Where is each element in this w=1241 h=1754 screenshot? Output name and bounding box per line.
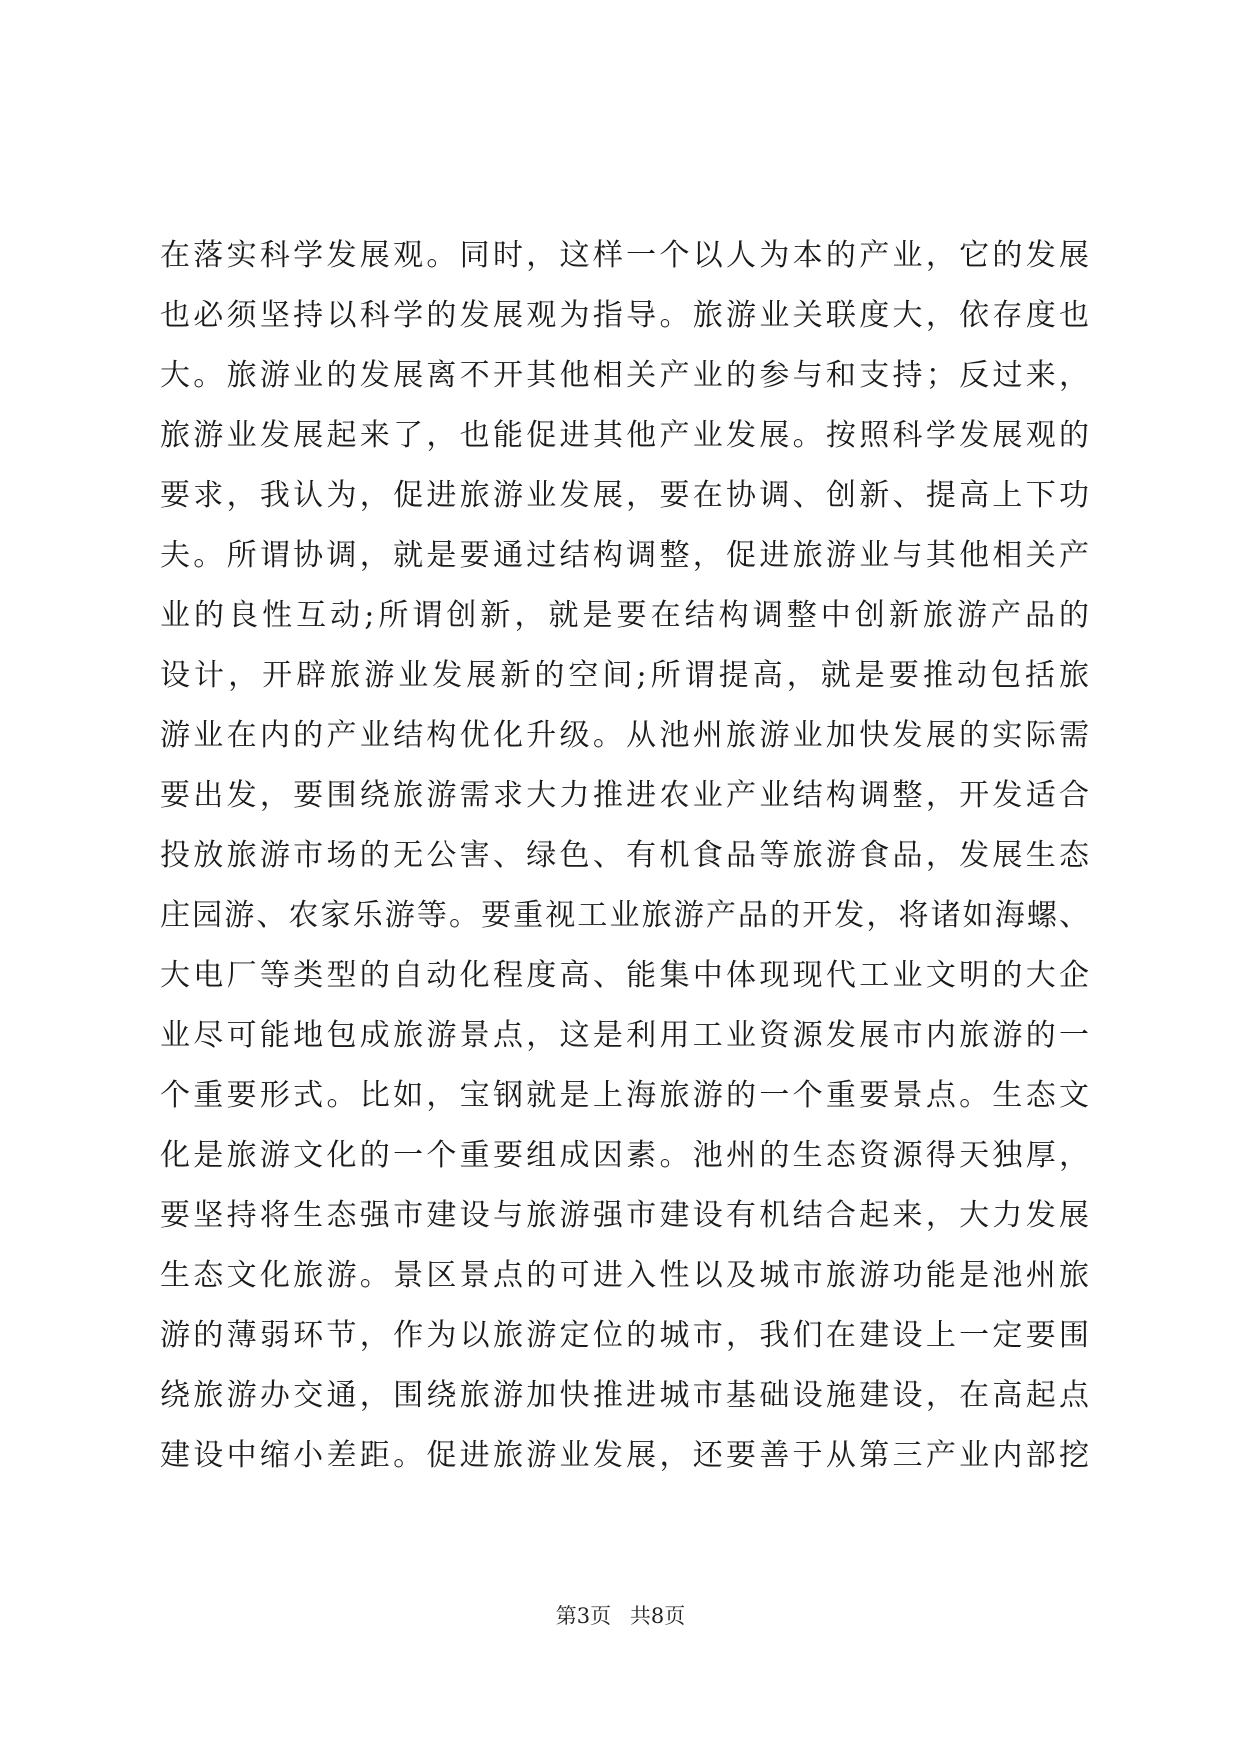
text-line: 也必须坚持以科学的发展观为指导。旅游业关联度大，依存度也 bbox=[160, 298, 1090, 333]
text-line: 化是旅游文化的一个重要组成因素。池州的生态资源得天独厚， bbox=[160, 1138, 1090, 1173]
text-line: 旅游业发展起来了，也能促进其他产业发展。按照科学发展观的 bbox=[160, 418, 1090, 453]
text-line: 设计，开辟旅游业发展新的空间;所谓提高，就是要推动包括旅 bbox=[160, 658, 1090, 693]
text-line: 夫。所谓协调，就是要通过结构调整，促进旅游业与其他相关产 bbox=[160, 538, 1090, 573]
text-line: 业的良性互动;所谓创新，就是要在结构调整中创新旅游产品的 bbox=[160, 598, 1090, 633]
text-line: 大。旅游业的发展离不开其他相关产业的参与和支持；反过来， bbox=[160, 358, 1090, 393]
page-footer bbox=[0, 1600, 1241, 1630]
text-line: 建设中缩小差距。促进旅游业发展，还要善于从第三产业内部挖 bbox=[160, 1438, 1090, 1473]
text-line: 庄园游、农家乐游等。要重视工业旅游产品的开发，将诸如海螺、 bbox=[160, 898, 1090, 933]
text-line: 要坚持将生态强市建设与旅游强市建设有机结合起来，大力发展 bbox=[160, 1198, 1090, 1233]
text-line: 个重要形式。比如，宝钢就是上海旅游的一个重要景点。生态文 bbox=[160, 1078, 1090, 1113]
text-line: 游业在内的产业结构优化升级。从池州旅游业加快发展的实际需 bbox=[160, 718, 1090, 753]
text-line: 要出发，要围绕旅游需求大力推进农业产业结构调整，开发适合 bbox=[160, 778, 1090, 813]
text-line: 在落实科学发展观。同时，这样一个以人为本的产业，它的发展 bbox=[160, 238, 1090, 273]
text-line: 业尽可能地包成旅游景点，这是利用工业资源发展市内旅游的一 bbox=[160, 1018, 1090, 1053]
page-number-current: 第3页 bbox=[555, 1604, 612, 1628]
page-number-total: 共8页 bbox=[629, 1604, 686, 1628]
text-line: 绕旅游办交通，围绕旅游加快推进城市基础设施建设，在高起点 bbox=[160, 1378, 1090, 1413]
text-line: 游的薄弱环节，作为以旅游定位的城市，我们在建设上一定要围 bbox=[160, 1318, 1090, 1353]
text-line: 投放旅游市场的无公害、绿色、有机食品等旅游食品，发展生态 bbox=[160, 838, 1090, 873]
text-line: 大电厂等类型的自动化程度高、能集中体现现代工业文明的大企 bbox=[160, 958, 1090, 993]
text-line: 要求，我认为，促进旅游业发展，要在协调、创新、提高上下功 bbox=[160, 478, 1090, 513]
text-line: 生态文化旅游。景区景点的可进入性以及城市旅游功能是池州旅 bbox=[160, 1258, 1090, 1293]
body-text bbox=[160, 226, 1090, 1486]
